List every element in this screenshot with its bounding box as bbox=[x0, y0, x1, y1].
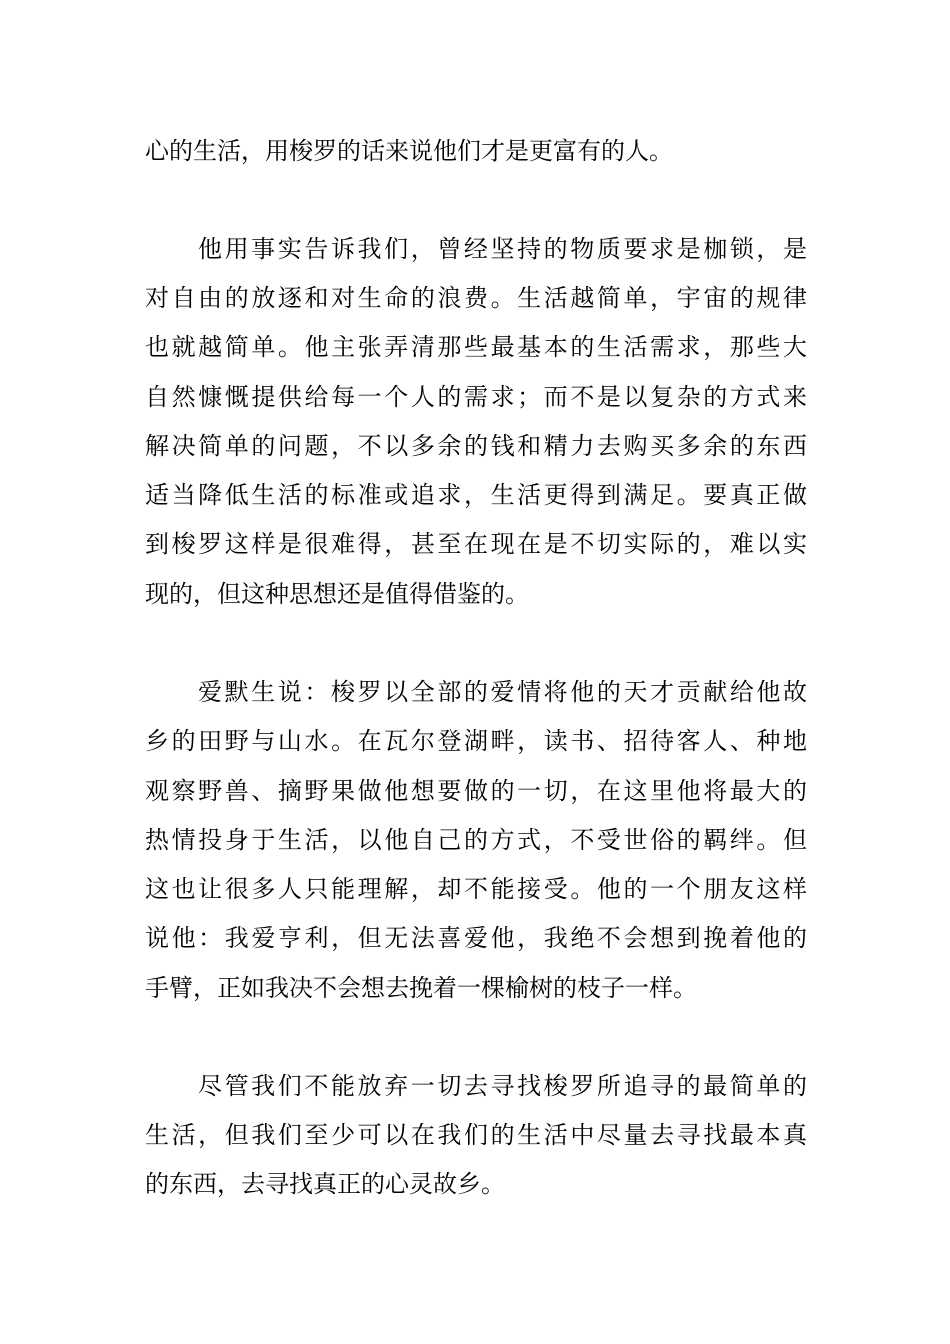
paragraph-4-line-2: 生活，但我们至少可以在我们的生活中尽量去寻找最本真 bbox=[145, 1121, 807, 1149]
paragraph-3-line-1: 爱默生说：梭罗以全部的爱情将他的天才贡献给他故 bbox=[198, 678, 807, 706]
paragraph-2-line-2: 对自由的放逐和对生命的浪费。生活越简单，宇宙的规律 bbox=[145, 284, 807, 312]
paragraph-3-line-4: 热情投身于生活，以他自己的方式，不受世俗的羁绊。但 bbox=[145, 826, 807, 854]
paragraph-3-line-6: 说他：我爱亨利，但无法喜爱他，我绝不会想到挽着他的 bbox=[145, 924, 807, 952]
paragraph-3-line-2: 乡的田野与山水。在瓦尔登湖畔，读书、招待客人、种地 bbox=[145, 727, 807, 755]
paragraph-2-line-1: 他用事实告诉我们，曾经坚持的物质要求是枷锁，是 bbox=[198, 235, 807, 263]
paragraph-3-line-5: 这也让很多人只能理解，却不能接受。他的一个朋友这样 bbox=[145, 875, 807, 903]
paragraph-2-line-3: 也就越简单。他主张弄清那些最基本的生活需求，那些大 bbox=[145, 333, 807, 361]
paragraph-2-line-6: 适当降低生活的标准或追求，生活更得到满足。要真正做 bbox=[145, 481, 807, 509]
paragraph-2-line-4: 自然慷慨提供给每一个人的需求；而不是以复杂的方式来 bbox=[145, 383, 807, 411]
paragraph-1-line-1: 心的生活，用梭罗的话来说他们才是更富有的人。 bbox=[145, 137, 673, 165]
paragraph-2-line-5: 解决简单的问题，不以多余的钱和精力去购买多余的东西 bbox=[145, 432, 807, 460]
paragraph-3-line-3: 观察野兽、摘野果做他想要做的一切，在这里他将最大的 bbox=[145, 777, 807, 805]
paragraph-2-line-8: 现的，但这种思想还是值得借鉴的。 bbox=[145, 580, 529, 608]
paragraph-3-line-7: 手臂，正如我决不会想去挽着一棵榆树的枝子一样。 bbox=[145, 974, 697, 1002]
paragraph-2-line-7: 到梭罗这样是很难得，甚至在现在是不切实际的，难以实 bbox=[145, 530, 807, 558]
paragraph-4-line-1: 尽管我们不能放弃一切去寻找梭罗所追寻的最简单的 bbox=[198, 1072, 807, 1100]
paragraph-4-line-3: 的东西，去寻找真正的心灵故乡。 bbox=[145, 1170, 505, 1198]
